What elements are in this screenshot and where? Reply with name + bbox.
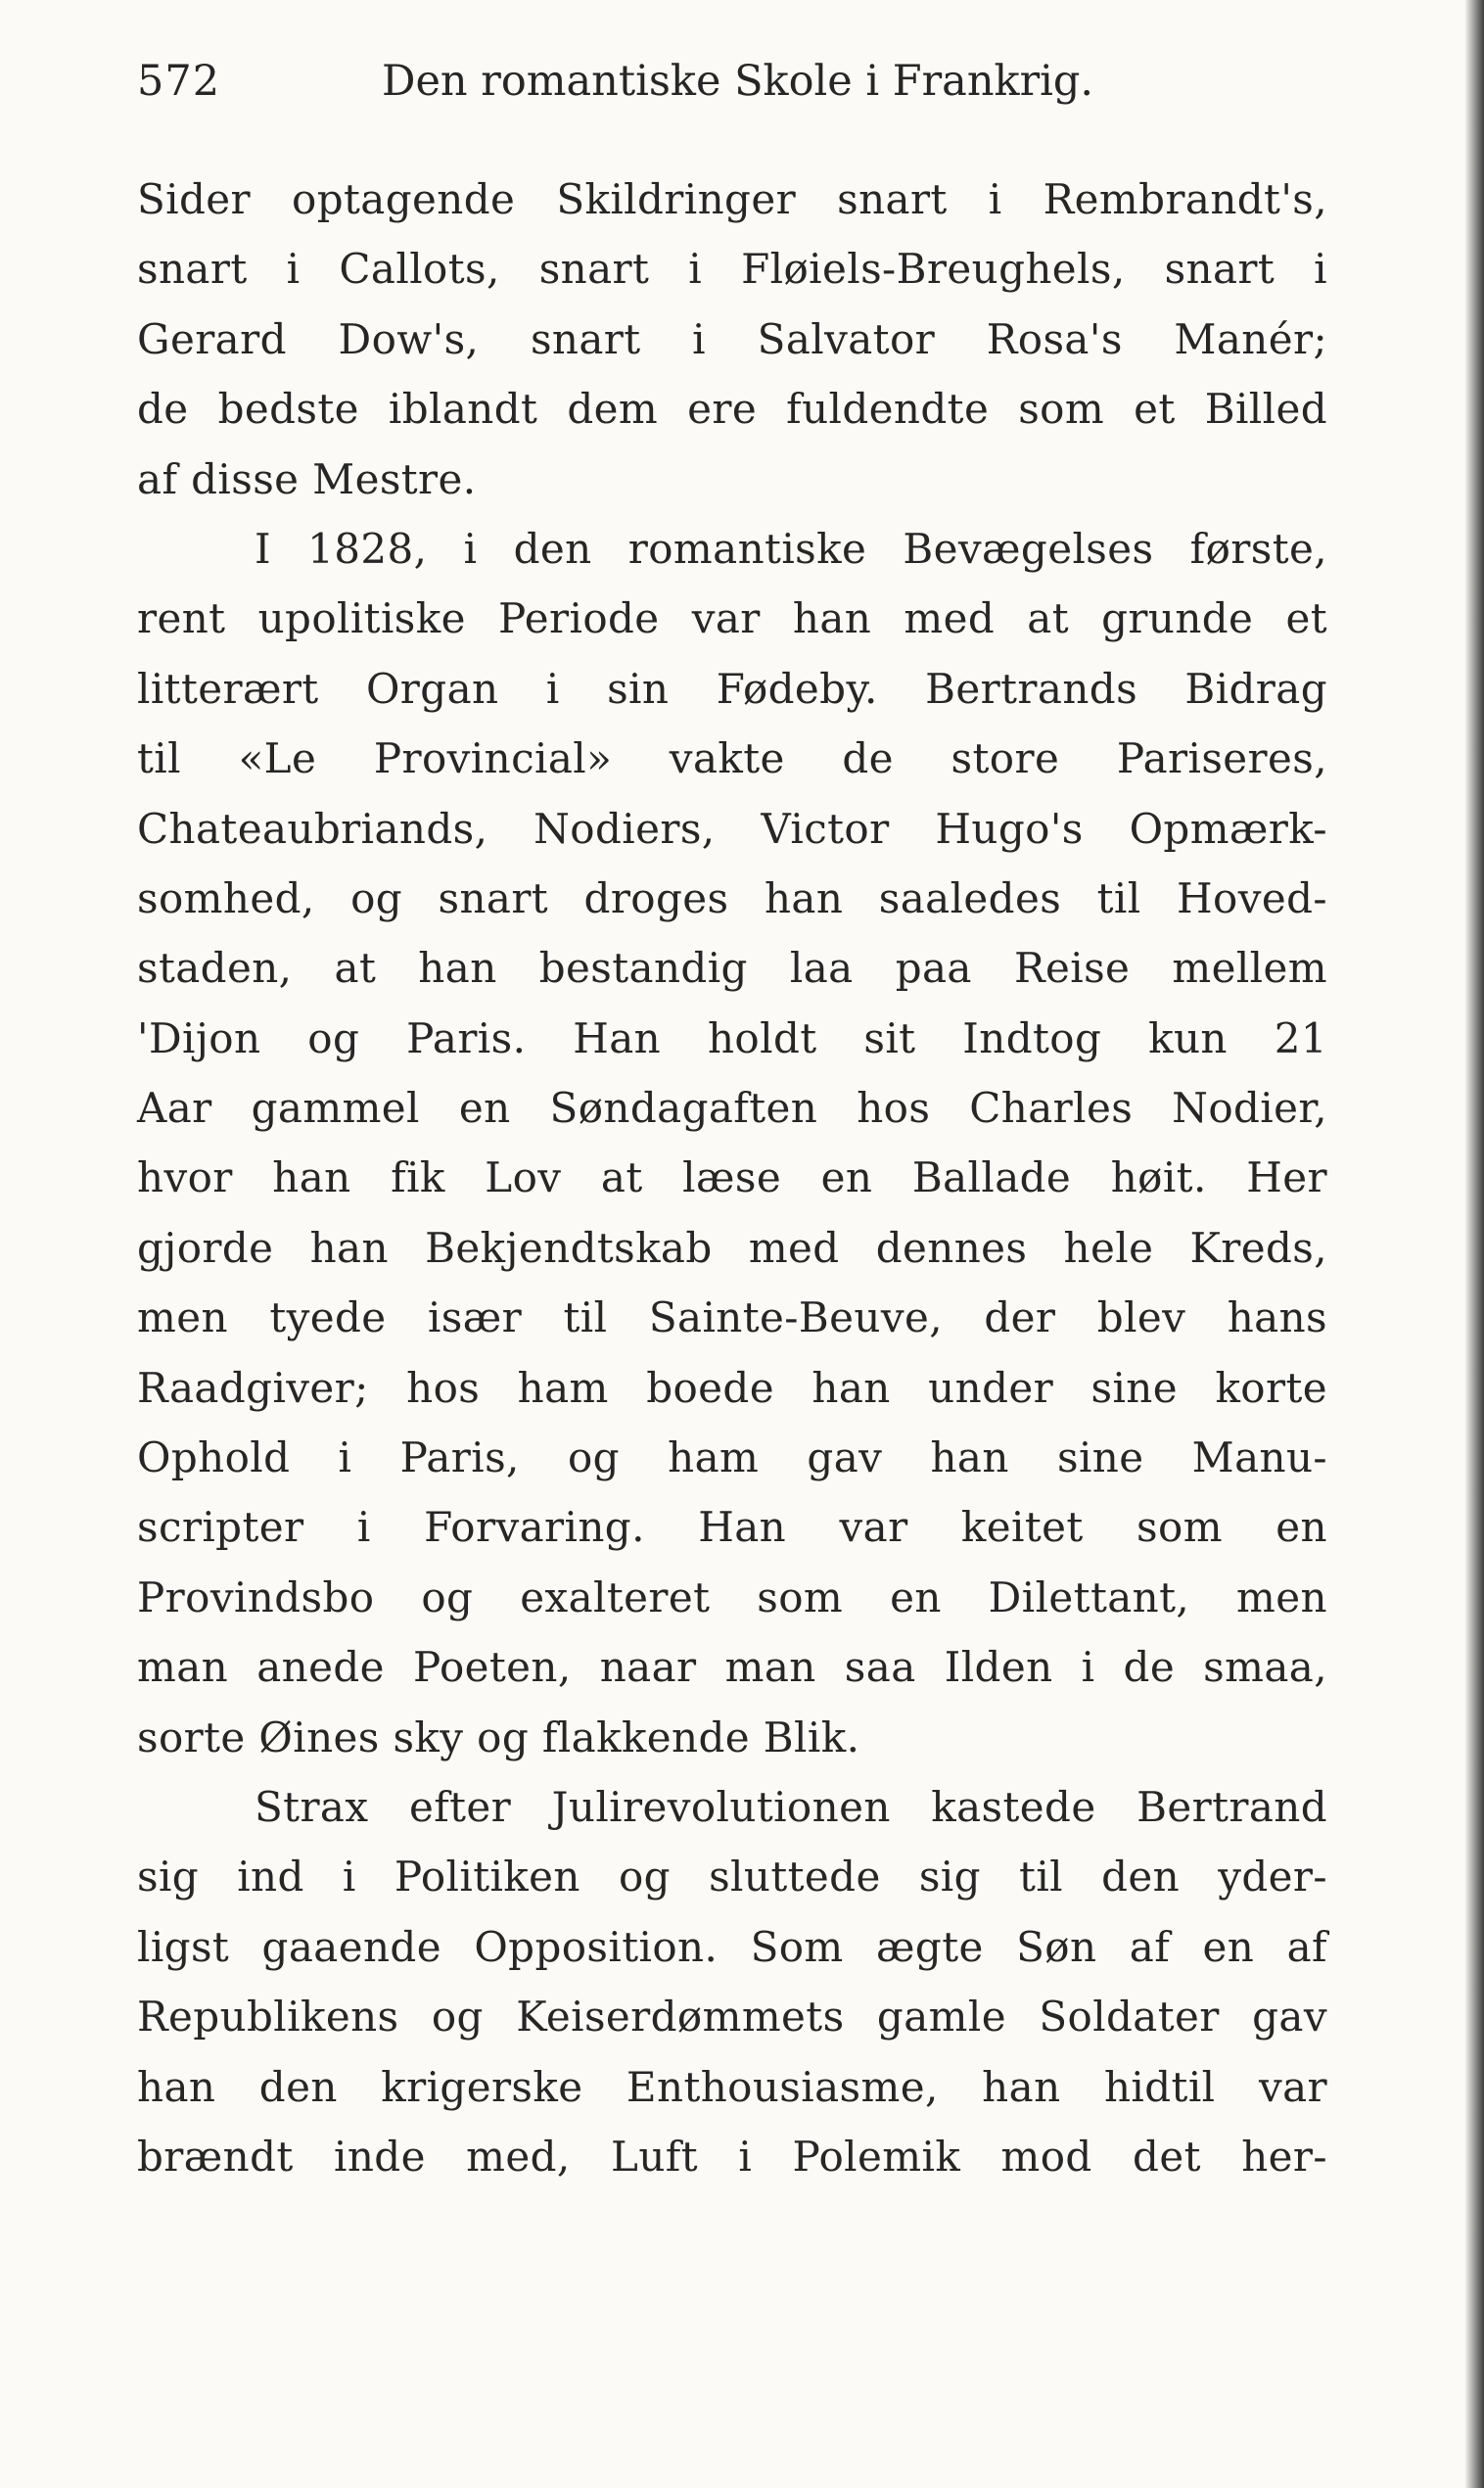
- text-line: Ophold i Paris, og ham gav han sine Manu-: [137, 1433, 1327, 1482]
- text-line: Gerard Dow's, snart i Salvator Rosa's Manér;: [137, 314, 1327, 363]
- text-line: litterært Organ i sin Fødeby. Bertrands Bidrag: [137, 664, 1327, 713]
- text-line: snart i Callots, snart i Fløiels-Breughels, snart i: [137, 245, 1327, 294]
- text-line: Republikens og Keiserdømmets gamle Soldater gav: [137, 1993, 1327, 2042]
- text-line: af disse Mestre.: [137, 454, 477, 503]
- text-line: til «Le Provincial» vakte de store Pariseres,: [137, 734, 1327, 783]
- text-line: Aar gammel en Søndagaften hos Charles Nodier,: [137, 1084, 1327, 1133]
- text-line: Raadgiver; hos ham boede han under sine korte: [137, 1363, 1327, 1412]
- page-header: [137, 57, 1327, 116]
- text-line: brændt inde med, Luft i Polemik mod det her-: [137, 2132, 1327, 2181]
- text-line: hvor han fik Lov at læse en Ballade høit. Her: [137, 1153, 1327, 1202]
- text-line: I 1828, i den romantiske Bevægelses første,: [255, 524, 1327, 573]
- text-line: Chateaubriands, Nodiers, Victor Hugo's Opmærk-: [137, 804, 1327, 853]
- text-line: ligst gaaende Opposition. Som ægte Søn af en af: [137, 1922, 1327, 1971]
- text-line: de bedste iblandt dem ere fuldendte som et Billed: [137, 385, 1327, 434]
- text-line: Sider optagende Skildringer snart i Rembrandt's,: [137, 175, 1327, 223]
- page-number: 572: [137, 57, 221, 106]
- text-line: 'Dijon og Paris. Han holdt sit Indtog kun 21: [137, 1013, 1327, 1062]
- text-line: scripter i Forvaring. Han var keitet som en: [137, 1503, 1327, 1552]
- text-line: sorte Øines sky og flakkende Blik.: [137, 1713, 860, 1761]
- body-text: [137, 164, 1327, 2191]
- text-line: men tyede især til Sainte-Beuve, der blev hans: [137, 1293, 1327, 1342]
- text-line: man anede Poeten, naar man saa Ilden i de smaa,: [137, 1643, 1327, 1692]
- text-line: gjorde han Bekjendtskab med dennes hele Kreds,: [137, 1223, 1327, 1272]
- text-line: Provindsbo og exalteret som en Dilettant, men: [137, 1573, 1327, 1621]
- text-line: Strax efter Julirevolutionen kastede Bertrand: [255, 1782, 1327, 1831]
- text-line: rent upolitiske Periode var han med at grunde et: [137, 594, 1327, 643]
- text-line: somhed, og snart droges han saaledes til Hoved-: [137, 873, 1327, 922]
- text-line: sig ind i Politiken og sluttede sig til den yder-: [137, 1853, 1327, 1901]
- text-line: han den krigerske Enthousiasme, han hidtil var: [137, 2062, 1327, 2111]
- text-line: staden, at han bestandig laa paa Reise mellem: [137, 944, 1327, 993]
- page-edge-shadow: [1464, 0, 1484, 2488]
- running-title: Den romantiske Skole i Frankrig.: [382, 57, 1094, 106]
